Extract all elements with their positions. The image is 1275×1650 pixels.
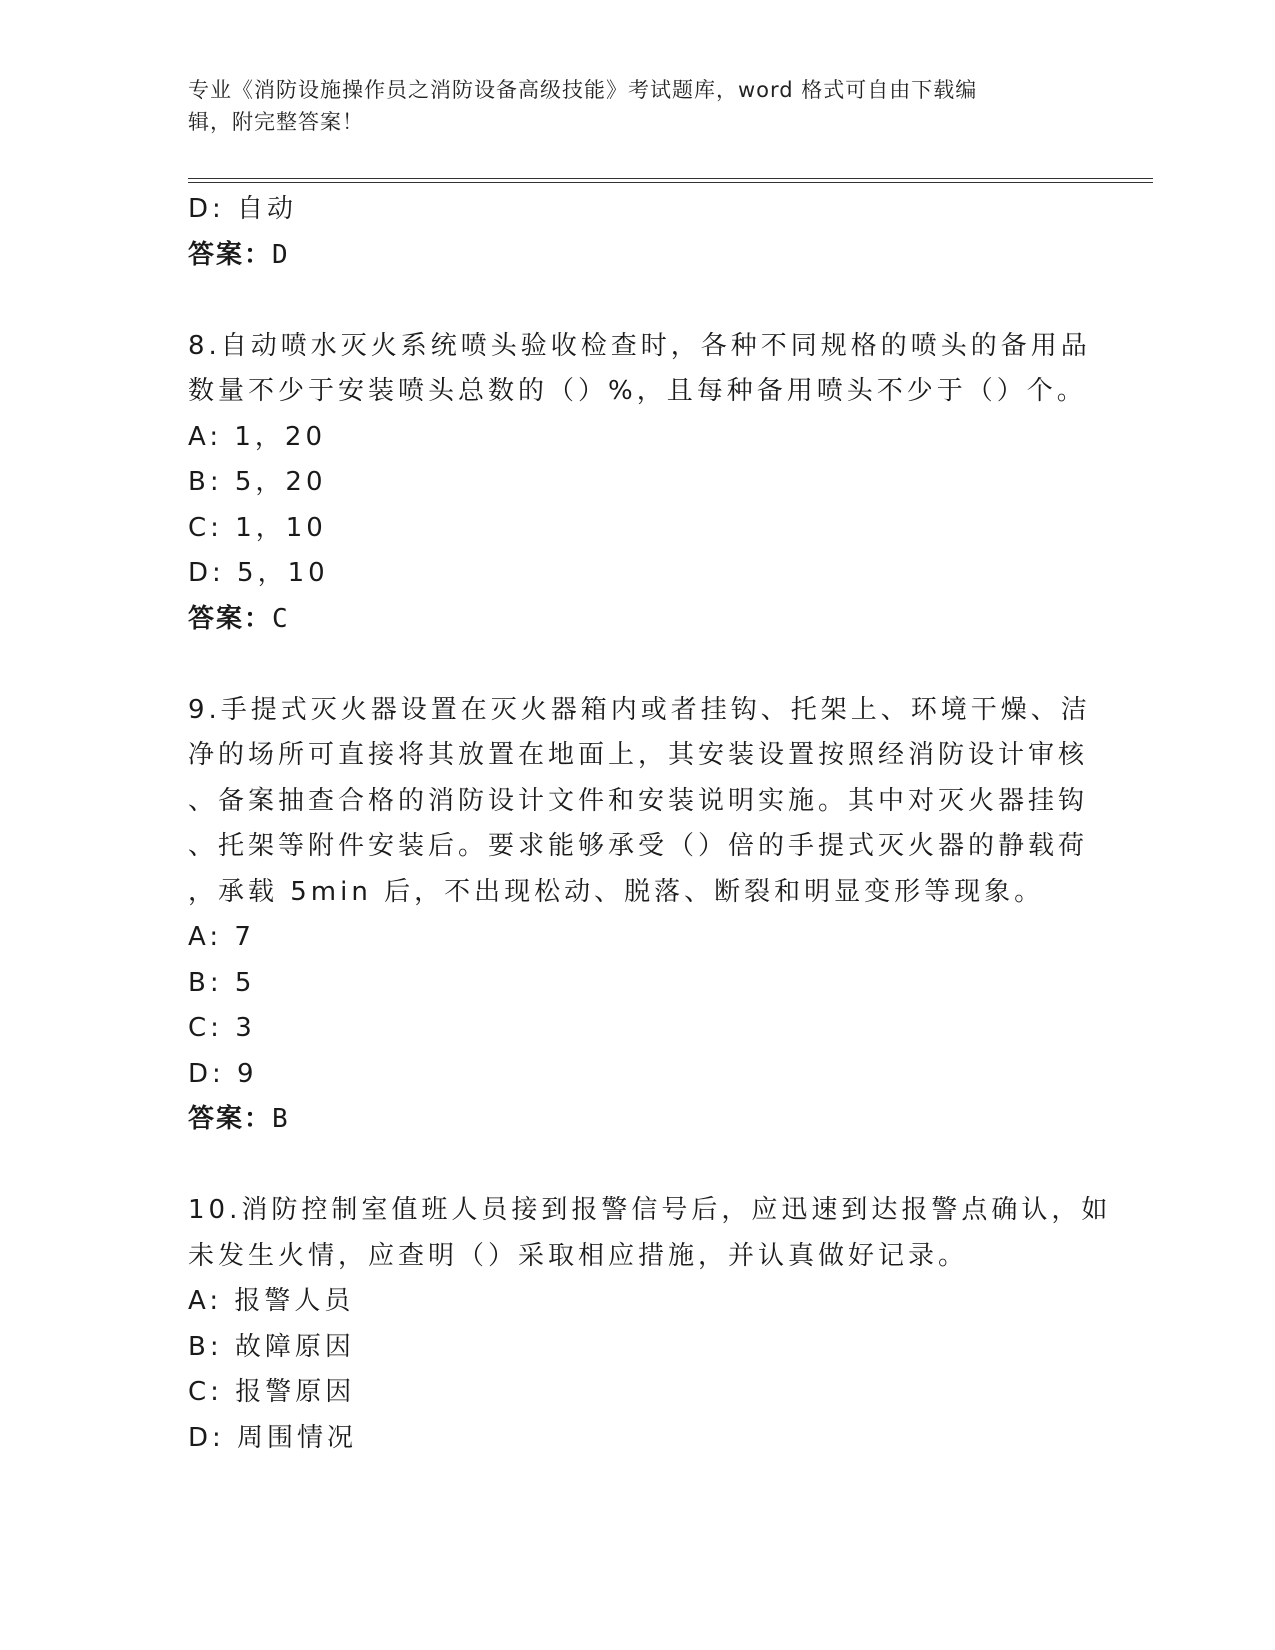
option-text: 周围情况 [237, 1422, 358, 1453]
question-line: 8.自动喷水灭火系统喷头验收检查时，各种不同规格的喷头的备用品 [188, 330, 1091, 361]
option-line [188, 1052, 1088, 1098]
option-text: 5，20 [234, 467, 327, 497]
option-line [188, 1325, 1088, 1371]
page-header [188, 74, 1068, 138]
question-line: 未发生火情，应查明（）采取相应措施，并认真做好记录。 [188, 1240, 969, 1271]
answer-line [188, 233, 1088, 279]
option-text: 7 [234, 922, 255, 952]
answer-value: B [272, 1104, 290, 1134]
option-line [188, 961, 1088, 1007]
question-line: 9.手提式灭火器设置在灭火器箱内或者挂钩、托架上、环境干燥、洁 [188, 694, 1091, 725]
option-line [188, 915, 1088, 961]
question-line: 、备案抽查合格的消防设计文件和安装说明实施。其中对灭火器挂钩 [188, 785, 1089, 816]
answer-label: 答案： [188, 1104, 273, 1134]
option-line [188, 1416, 1088, 1462]
spacer [188, 642, 1088, 688]
answer-line [188, 597, 1088, 643]
option-text: 故障原因 [234, 1331, 355, 1362]
option-line [188, 1006, 1088, 1052]
option-text: 5，10 [237, 558, 329, 588]
header-line-2: 辑，附完整答案！ [188, 110, 364, 134]
option-label: D: [188, 1422, 225, 1453]
option-line [188, 460, 1088, 506]
option-text: 自动 [237, 194, 298, 224]
option-line [188, 506, 1088, 552]
option-text: 9 [237, 1058, 258, 1089]
header-line-1: 专业《消防设施操作员之消防设备高级技能》考试题库，word 格式可自由下载编 [188, 78, 978, 102]
answer-value: C [272, 603, 290, 634]
option-text: 5 [234, 967, 256, 998]
option-line [188, 1279, 1088, 1325]
question-text-9 [188, 688, 1091, 916]
option-line [188, 187, 1088, 233]
answer-label: 答案： [188, 603, 273, 634]
question-line: 、托架等附件安装后。要求能够承受（）倍的手提式灭火器的静载荷 [188, 831, 1089, 861]
option-label: A: [188, 1286, 223, 1316]
option-label: D: [188, 194, 225, 224]
question-line: 10.消防控制室值班人员接到报警信号后，应迅速到达报警点确认，如 [188, 1195, 1112, 1225]
question-line: 数量不少于安装喷头总数的（）%，且每种备用喷头不少于（）个。 [188, 376, 1087, 406]
header-divider-bottom [188, 182, 1153, 183]
question-text-8 [188, 324, 1091, 415]
option-label: D: [188, 1058, 225, 1089]
question-content [188, 187, 1112, 1461]
option-text: 报警原因 [235, 1377, 356, 1407]
option-text: 报警人员 [234, 1286, 355, 1316]
question-line: ，承载 5min 后，不出现松动、脱落、断裂和明显变形等现象。 [188, 876, 1045, 907]
option-text: 3 [235, 1013, 256, 1043]
spacer [188, 1143, 1088, 1189]
option-line [188, 415, 1088, 461]
option-label: C: [188, 1377, 223, 1407]
option-label: B: [188, 1331, 223, 1362]
answer-label: 答案： [188, 239, 273, 270]
option-label: A: [188, 922, 223, 952]
spacer [188, 278, 1088, 324]
option-label: B: [188, 467, 223, 497]
option-text: 1，10 [235, 512, 327, 543]
question-text-10 [188, 1188, 1112, 1279]
option-label: C: [188, 1013, 223, 1043]
answer-line [188, 1097, 1088, 1143]
option-line [188, 1370, 1088, 1416]
option-text: 1，20 [234, 421, 326, 452]
question-line: 净的场所可直接将其放置在地面上，其安装设置按照经消防设计审核 [188, 740, 1089, 770]
answer-value: D [272, 239, 290, 270]
option-label: C: [188, 512, 223, 543]
option-label: D: [188, 558, 225, 588]
option-label: B: [188, 967, 223, 998]
option-label: A: [188, 421, 223, 452]
option-line [188, 551, 1088, 597]
header-divider-top [188, 178, 1153, 179]
